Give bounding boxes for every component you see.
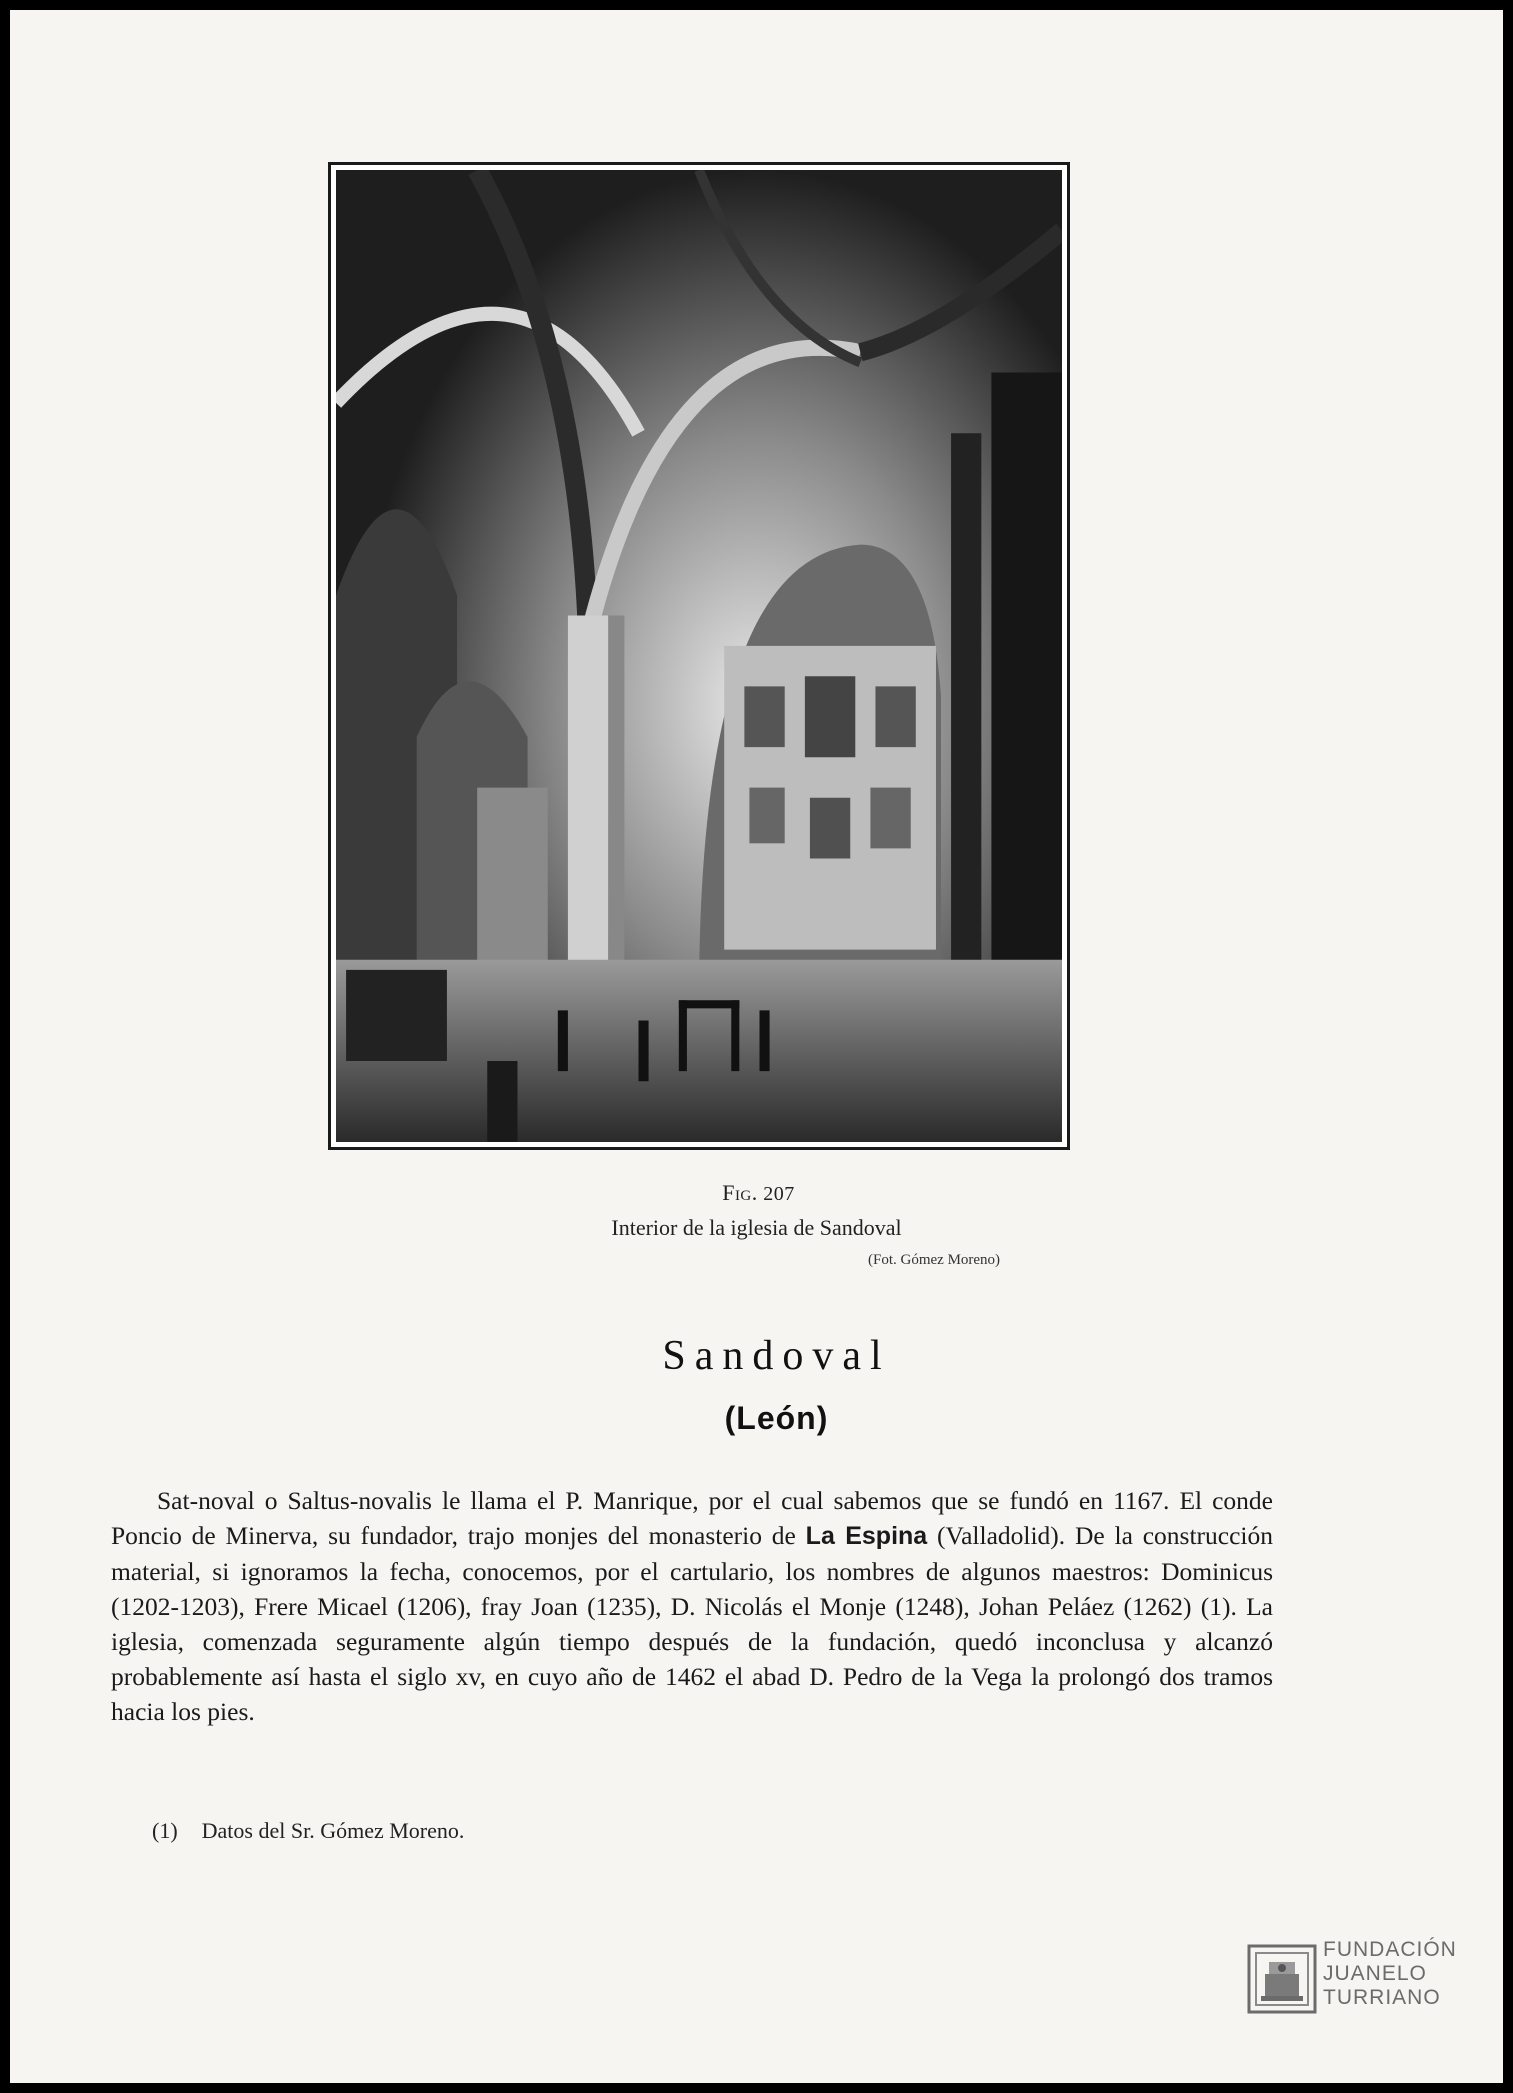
body-text-part2: (Valladolid). De la construcción material, si ignoramos la fecha, conocemos, por el cartulario, los nombres de algunos maestros: Dominicus (1202-1203), Frere Micael (1206), fray Joan (1235), D. Nicolás el Monje (1248), Johan Peláez (1262) (1). La iglesia, comenzada seguramente algún tiempo después de la fundación, quedó inconclusa y alcanzó probablemente así hasta el siglo xv, en cuyo año de 1462 el abad D. Pedro de la Vega la prolongó dos tramos hacia los pies. (111, 1521, 1274, 1726)
foundation-logo (1247, 1938, 1457, 2014)
footnote-text: Datos del Sr. Gómez Moreno. (201, 1818, 465, 1843)
body-text-part1: Sat-noval o Saltus-novalis le llama el P. Manrique, por el cual sabemos que se fundó en 1167. El conde Poncio de Minerva, su fundador, trajo monjes del monasterio de (111, 1486, 1273, 1550)
section-subheading: (León) (724, 1400, 829, 1436)
footnote-mark: (1) (152, 1818, 178, 1843)
logo-line-2: JUANELO (1323, 1962, 1427, 1985)
footnote (152, 1818, 464, 1844)
logo-line-3: TURRIANO (1323, 1986, 1441, 2009)
figure-label-number: 207 (763, 1183, 795, 1205)
body-paragraph (111, 1483, 1273, 1729)
figure-caption: Interior de la iglesia de Sandoval (611, 1215, 902, 1240)
seal-icon (1247, 1944, 1317, 2014)
section-heading: Sandoval (662, 1333, 891, 1379)
document-page (10, 10, 1503, 2083)
church-interior-photo (328, 162, 1070, 1150)
photo-image (336, 170, 1062, 1142)
logo-line-1: FUNDACIÓN (1323, 1938, 1457, 1961)
photo-credit: (Fot. Gómez Moreno) (868, 1252, 1001, 1268)
logo-wordmark (1323, 1938, 1457, 2010)
figure-label (10, 1180, 1503, 1206)
figure-label-prefix: Fig. (722, 1180, 758, 1205)
body-text-bold: La Espina (805, 1522, 928, 1550)
